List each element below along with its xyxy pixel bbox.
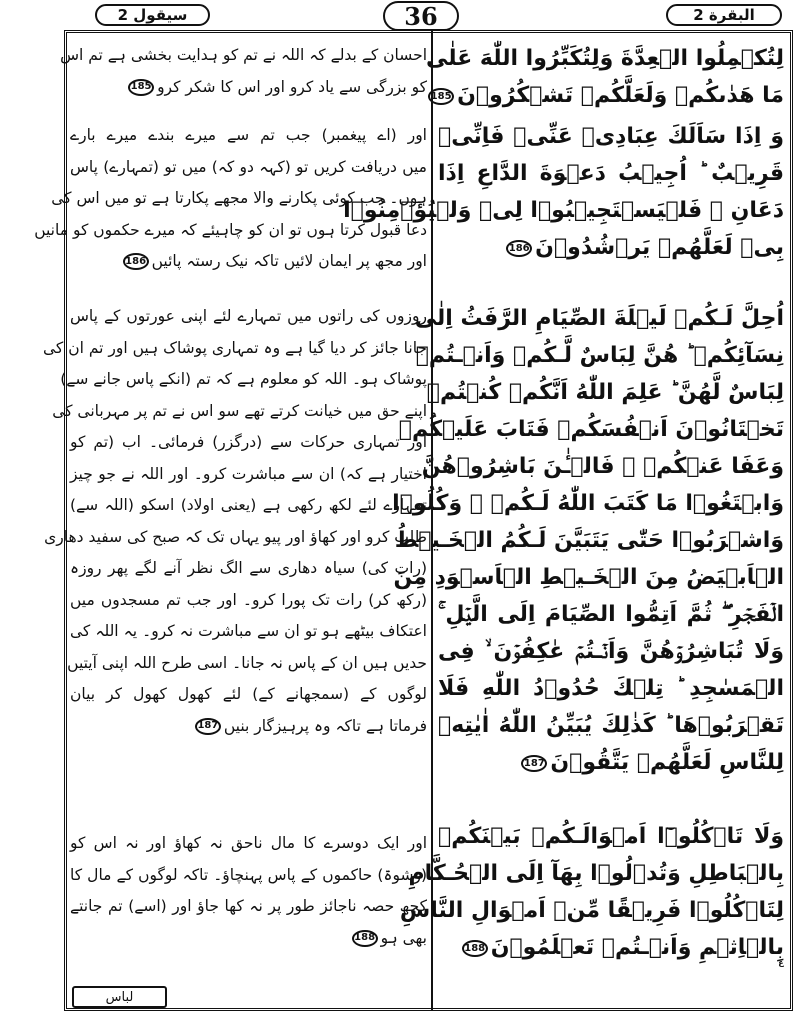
arabic-line: الۡمَسٰجِدِ ؕ تِلۡكَ حُدُوۡدُ اللّٰهِ فَلَا — [438, 676, 784, 701]
urdu-line: لوگوں کے (سمجھانے کے) لئے کھول کھول کر بیان — [70, 685, 427, 703]
verse-marker: 188 — [352, 930, 378, 947]
ruku-mark: ع — [778, 958, 784, 967]
arabic-line: وَلَا تُبَاشِرُوۡهُنَّ وَاَنۡـتُمۡ عٰكِفُوۡنَ ۙ فِى — [438, 639, 784, 664]
arabic-line: وَ اِذَا سَاَلَكَ عِبَادِىۡ عَنِّىۡ فَاِنِّىۡ — [438, 124, 784, 149]
urdu-line: کو بزرگی سے یاد کرو اور اس کا شکر کرو185 — [70, 72, 427, 104]
arabic-line: الۡفَجۡرِ ۖ ثُمَّ اَتِمُّوا الصِّيَامَ اِلَى الَّيۡلِ ۚ — [438, 602, 784, 627]
arabic-line: مَا هَدٰٮكُمۡ وَلَعَلَّكُمۡ تَشۡكُرُوۡنَ185 — [438, 77, 784, 114]
header-right-title: البقرة 2 — [666, 4, 782, 26]
arabic-line: قَرِيۡبٌ ؕ اُجِيۡبُ دَعۡوَةَ الدَّاعِ اِذَا — [438, 161, 784, 186]
verse-marker: 187 — [195, 718, 221, 735]
urdu-line: اپنے حق میں خیانت کرتے تھے سو اس نے تم پر مہربانی کی — [52, 401, 427, 420]
arabic-line: لِتُكۡمِلُوا الۡعِدَّةَ وَلِتُكَبِّرُوا اللّٰهَ عَلٰى — [425, 46, 784, 71]
urdu-line: روزوں کی راتوں میں تمہارے لئے اپنی عورتوں کے پاس — [70, 307, 427, 325]
arabic-line: تَخۡتَانُوۡنَ اَنۡفُسَكُمۡ فَتَابَ عَلَيۡكُمۡ — [398, 417, 784, 442]
urdu-line: (رشوۃ) حاکموں کے پاس پہنچاؤ۔ تاکہ لوگوں کے مال کا — [70, 865, 427, 884]
verse-marker: 186 — [123, 253, 149, 270]
urdu-line: میں دریافت کریں تو (کہہ دو کہ) میں تو (تمہارے) پاس — [70, 157, 427, 176]
arabic-line: وَابۡتَغُوۡا مَا كَتَبَ اللّٰهُ لَـكُمۡ ۚ وَكُلُوۡا — [392, 491, 784, 516]
urdu-line: اور مجھ پر ایمان لائیں تاکہ نیک رستہ پائیں186 — [70, 246, 427, 278]
arabic-passage-186 — [343, 118, 784, 266]
arabic-line: لِلنَّاسِ لَعَلَّهُمۡ يَتَّقُوۡنَ187 — [438, 744, 784, 781]
arabic-line: بِالۡاِثۡمِ وَاَنۡـتُمۡ تَعۡلَمُوۡنَ188 — [438, 929, 784, 966]
arabic-line: وَلَا تَاۡكُلُوۡٓا اَمۡوَالَـكُمۡ بَيۡنَكُمۡ — [438, 824, 784, 849]
arabic-passage-187 — [392, 300, 784, 781]
urdu-line: طلب کرو اور کھاؤ اور پیو یہاں تک کہ صبح کی سفید دھاری — [44, 527, 427, 546]
urdu-passage-185 — [60, 40, 427, 103]
arabic-passage-188 — [399, 818, 784, 966]
arabic-line: تَقۡرَبُوۡهَا ؕ كَذٰلِكَ يُبَيِّنُ اللّٰهُ اٰيٰتِهٖ — [438, 713, 784, 738]
verse-marker: 187 — [521, 755, 547, 772]
urdu-line: دعا قبول کرتا ہوں تو ان کو چاہیئے کہ میرے حکموں کو مانیں — [34, 220, 427, 239]
arabic-line: لِبَاسٌ لَّهُنَّ ؕ عَلِمَ اللّٰهُ اَنَّكُمۡ كُنۡتُمۡ — [426, 380, 784, 405]
footer-note: لباس — [72, 986, 167, 1008]
urdu-line: اور ایک دوسرے کا مال ناحق نہ کھاؤ اور نہ اس کو — [70, 834, 427, 852]
arabic-line: نِسَآئِكُمۡ ؕ هُنَّ لِبَاسٌ لَّـكُمۡ وَاَنۡـتُمۡ — [415, 343, 784, 368]
urdu-line: اور (اے پیغمبر) جب تم سے میرے بندے میرے بارے — [70, 126, 427, 144]
page-number: 36 — [383, 1, 459, 31]
urdu-line: اور تمہاری حرکات سے (درگزر) فرمائی۔ اب (تم کو — [70, 433, 427, 451]
urdu-line: ہوں۔ جب کوئی پکارنے والا مجھے پکارتا ہے تو میں اس کی — [51, 189, 427, 207]
urdu-line: فرماتا ہے تاکہ وہ پرہیزگار بنیں187 — [70, 711, 427, 743]
urdu-line: اختیار ہے کہ) ان سے مباشرت کرو۔ اور اللہ نے جو چیز — [70, 464, 427, 483]
arabic-line: الۡاَبۡيَضُ مِنَ الۡخَـيۡطِ الۡاَسۡوَدِ مِنَ — [393, 565, 784, 590]
urdu-line: تمہارے لئے لکھ رکھی ہے (یعنی اولاد) اسکو (اللہ سے) — [70, 496, 427, 514]
verse-marker: 185 — [428, 88, 454, 105]
arabic-line: لِتَاۡكُلُوۡا فَرِيۡقًا مِّنۡ اَمۡوَالِ النَّاسِ — [399, 898, 784, 923]
urdu-passage-188 — [70, 828, 427, 954]
urdu-line: بھی ہو188 — [70, 923, 427, 955]
header-left-title: سیقول 2 — [95, 4, 210, 26]
arabic-line: دَعَانِ ۙ فَلۡيَسۡتَجِيۡبُوۡا لِىۡ وَلۡيُؤۡمِنُوۡا — [343, 198, 784, 223]
urdu-passage-187 — [43, 301, 427, 742]
urdu-line: کچھ حصہ ناجائز طور پر نہ کھا جاؤ اور (اسے) تم جانتے — [70, 897, 427, 915]
arabic-line: بِالۡبَاطِلِ وَتُدۡلُوۡا بِهَآ اِلَى الۡحُـکَّامِ — [408, 861, 784, 886]
verse-marker: 185 — [128, 79, 154, 96]
urdu-line: احسان کے بدلے کہ اللہ نے تم کو ہدایت بخشی ہے تم اس — [60, 46, 427, 64]
urdu-line: جانا جائز کر دیا گیا ہے وہ تمہاری پوشاک ہیں اور تم ان کی — [43, 338, 427, 357]
urdu-passage-186 — [34, 120, 427, 278]
urdu-line: اعتکاف بیٹھے ہو تو ان سے مباشرت نہ کرو۔ یہ اللہ کی — [70, 622, 427, 640]
urdu-line: (رکھ کر) رات تک پورا کرو۔ اور جب تم مسجدوں میں — [70, 590, 427, 609]
urdu-line: (رات کی) سیاہ دھاری سے الگ نظر آنے لگے پھر روزہ — [70, 559, 427, 577]
verse-marker: 186 — [506, 240, 532, 257]
arabic-line: بِىۡ لَعَلَّهُمۡ يَرۡشُدُوۡنَ186 — [438, 229, 784, 266]
urdu-line: حدیں ہیں ان کے پاس نہ جانا۔ اسی طرح اللہ اپنی آیتیں — [67, 653, 427, 672]
arabic-passage-185 — [425, 40, 784, 114]
urdu-line: پوشاک ہو۔ اللہ کو معلوم ہے کہ تم (انکے پاس جانے سے) — [60, 370, 427, 388]
arabic-line: وَعَفَا عَنۡكُمۡ ۚ فَالۡـٰٔنَ بَاشِرُوۡهُنَّ — [421, 454, 784, 479]
verse-marker: 188 — [462, 940, 488, 957]
arabic-line: وَاشۡرَبُوۡا حَتّٰى يَتَبَيَّنَ لَـكُمُ الۡخَـيۡطُ — [394, 528, 784, 553]
arabic-line: اُحِلَّ لَـكُمۡ لَيۡلَةَ الصِّيَامِ الرَّفَثُ اِلٰى — [414, 306, 784, 331]
